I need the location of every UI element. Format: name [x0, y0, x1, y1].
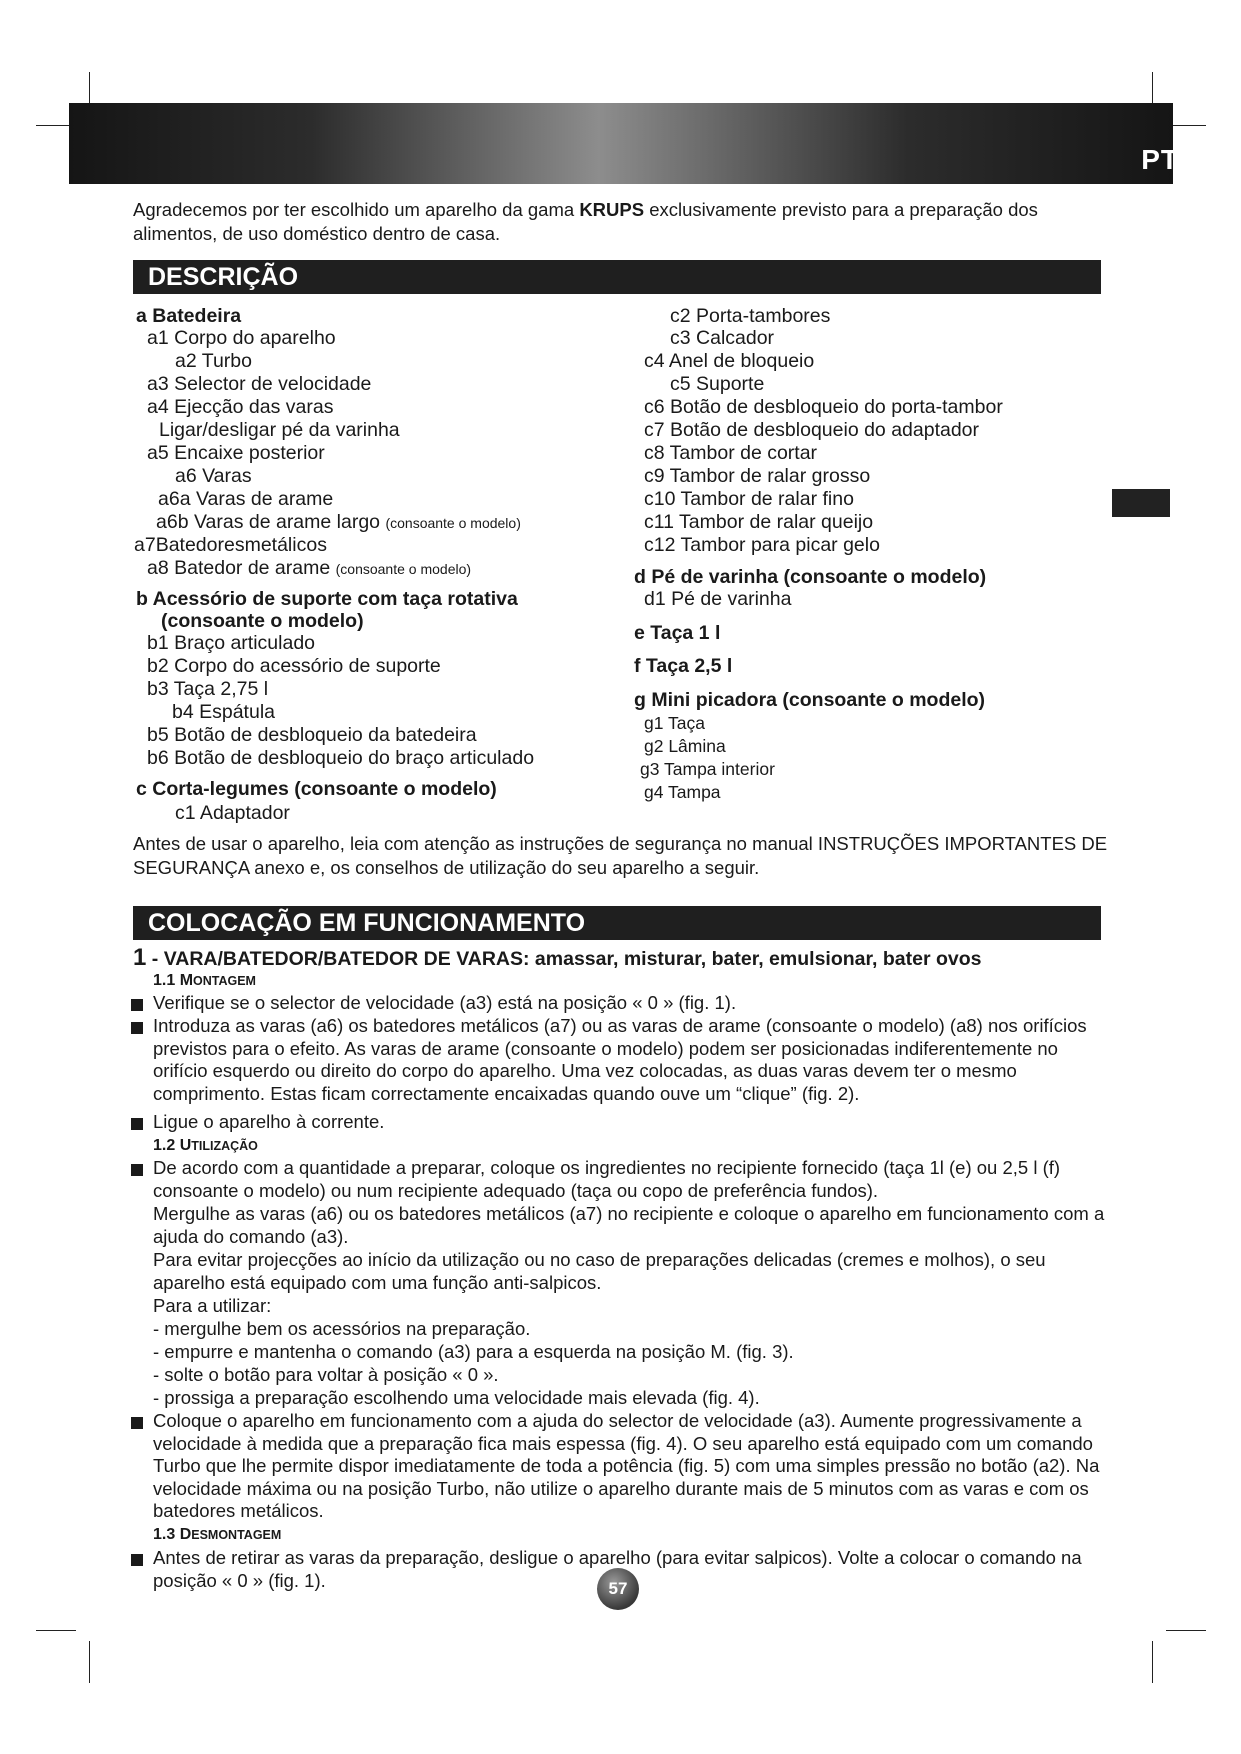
item-note: (consoante o modelo)	[385, 515, 521, 531]
list-item: g4 Tampa	[644, 782, 721, 802]
section-title-colocacao: COLOCAÇÃO EM FUNCIONAMENTO	[133, 906, 1101, 940]
paragraph: - empurre e mantenha o comando (a3) para a esquerda na posição M. (fig. 3).	[153, 1341, 794, 1362]
list-item: c1 Adaptador	[175, 802, 290, 824]
list-item: b5 Botão de desbloqueio da batedeira	[147, 724, 477, 746]
bullet-icon	[131, 1554, 143, 1566]
bullet-icon	[131, 1164, 143, 1176]
paragraph: Para evitar projecções ao início da utilização ou no caso de preparações delicadas (cremes e molhos), o seu aparelho está equipado com uma função anti-salpicos.	[153, 1249, 1046, 1293]
group-b-title-cont: (consoante o modelo)	[161, 610, 364, 632]
paragraph: Ligue o aparelho à corrente.	[153, 1111, 385, 1132]
group-a-title: a Batedeira	[136, 305, 242, 327]
header-bar	[69, 103, 1173, 184]
subheading-text: TILIZAÇÃO	[191, 1139, 258, 1153]
group-e-title: e Taça 1 l	[634, 622, 721, 644]
section-title-descricao: DESCRIÇÃO	[133, 260, 1101, 294]
list-item: b1 Braço articulado	[147, 632, 316, 654]
subheading-number: 1.1 M	[153, 972, 194, 989]
list-item: c9 Tambor de ralar grosso	[644, 465, 871, 487]
list-item: c2 Porta-tambores	[670, 305, 831, 327]
paragraph: - solte o botão para voltar à posição « 0 ».	[153, 1364, 499, 1385]
paragraph: Verifique se o selector de velocidade (a3) está na posição « 0 » (fig. 1).	[153, 992, 737, 1013]
list-item: g3 Tampa interior	[640, 759, 775, 779]
subheading-text: ONTAGEM	[193, 974, 256, 988]
subheading-text: ESMONTAGEM	[191, 1528, 282, 1542]
subheading-desmontagem	[153, 1526, 281, 1544]
list-item: c4 Anel de bloqueio	[644, 350, 815, 372]
list-item: b4 Espátula	[172, 701, 275, 723]
item-text: a6b Varas de arame largo	[156, 511, 381, 533]
paragraph: - mergulhe bem os acessórios na preparação.	[153, 1318, 531, 1339]
list-item: a2 Turbo	[175, 350, 252, 372]
paragraph: Coloque o aparelho em funcionamento com a ajuda do selector de velocidade (a3). Aumente progressivamente a velocidade à medida que a preparação fica mais espessa (fig. 4). O seu aparelho está equipado com um comando Turbo que lhe permite dispor imediatamente de toda a potência (fig. 5) com uma simples pressão no botão (a2). Na velocidade máxima ou na posição Turbo, não utilize o aparelho durante mais de 5 minutos com as varas e com os batedores metálicos.	[153, 1410, 1100, 1521]
intro-text-end: exclusivamente previsto para a preparação dos alimentos, de uso doméstico dentro de casa.	[133, 199, 1038, 244]
list-item: c11 Tambor de ralar queijo	[644, 511, 874, 533]
list-item: g1 Taça	[644, 713, 705, 733]
crop-mark	[1166, 1630, 1206, 1631]
list-item: c5 Suporte	[670, 373, 765, 395]
bullet-icon	[131, 1022, 143, 1034]
list-item: c3 Calcador	[670, 327, 775, 349]
list-item: a6a Varas de arame	[158, 488, 334, 510]
list-item: Ligar/desligar pé da varinha	[159, 419, 400, 441]
list-item: a1 Corpo do aparelho	[147, 327, 336, 349]
item-text: a8 Batedor de arame	[147, 557, 331, 579]
group-f-title: f Taça 2,5 l	[634, 655, 733, 677]
subheading-utilizacao	[153, 1137, 258, 1155]
list-item: c10 Tambor de ralar fino	[644, 488, 854, 510]
step-number: 1	[133, 944, 147, 971]
list-item	[156, 511, 521, 534]
list-item: a3 Selector de velocidade	[147, 373, 372, 395]
group-b-title: b Acessório de suporte com taça rotativa	[136, 588, 518, 610]
paragraph: De acordo com a quantidade a preparar, coloque os ingredientes no recipiente fornecido (taça 1l (e) ou 2,5 l (f) consoante o modelo) ou num recipiente adequado (taça ou copo de preferência fundos).	[153, 1157, 1061, 1201]
group-g-title: g Mini picadora (consoante o modelo)	[634, 689, 986, 711]
list-item	[147, 557, 471, 580]
subheading-number: 1.3 D	[153, 1526, 192, 1543]
crop-mark	[36, 1630, 76, 1631]
list-item: c8 Tambor de cortar	[644, 442, 818, 464]
list-item: c12 Tambor para picar gelo	[644, 534, 880, 556]
language-label: PT	[1141, 144, 1179, 175]
bullet-icon	[131, 1118, 143, 1130]
list-item: a7Batedoresmetálicos	[134, 534, 327, 556]
intro-paragraph	[133, 198, 1108, 246]
item-note: (consoante o modelo)	[335, 561, 472, 577]
subheading-montagem	[153, 972, 256, 990]
list-item: b3 Taça 2,75 l	[147, 678, 269, 700]
list-item: g2 Lâmina	[644, 736, 726, 756]
subheading-number: 1.2 U	[153, 1137, 192, 1154]
bullet-icon	[131, 999, 143, 1011]
paragraph: Introduza as varas (a6) os batedores metálicos (a7) ou as varas de arame (consoante o modelo) (a8) nos orifícios previstos para o efeito. As varas de arame (consoante o modelo) podem ser posicionadas indiferentemente no orifício esquerdo ou direito do corpo do aparelho. Uma vez colocadas, as duas varas devem ter o mesmo comprimento. Estas ficam correctamente encaixadas quando ouve um “clique” (fig. 2).	[153, 1015, 1087, 1104]
list-item: b6 Botão de desbloqueio do braço articulado	[147, 747, 535, 769]
list-item: c6 Botão de desbloqueio do porta-tambor	[644, 396, 1003, 418]
brand-name: KRUPS	[579, 199, 645, 220]
step-title: - VARA/BATEDOR/BATEDOR DE VARAS: amassar, misturar, bater, emulsionar, bater ovos	[146, 948, 982, 970]
crop-mark	[89, 1641, 90, 1683]
bullet-icon	[131, 1417, 143, 1429]
crop-mark	[1152, 1641, 1153, 1683]
list-item: a6 Varas	[175, 465, 252, 487]
paragraph: - prossiga a preparação escolhendo uma velocidade mais elevada (fig. 4).	[153, 1387, 760, 1408]
safety-note: Antes de usar o aparelho, leia com atenção as instruções de segurança no manual INSTRUÇÕES IMPORTANTES DE SEGURANÇA anexo e, os conselhos de utilização do seu aparelho a seguir.	[133, 833, 1108, 878]
list-item: d1 Pé de varinha	[644, 588, 792, 610]
step-heading	[133, 944, 981, 972]
list-item: b2 Corpo do acessório de suporte	[147, 655, 441, 677]
paragraph: Mergulhe as varas (a6) ou os batedores metálicos (a7) no recipiente e coloque o aparelho em funcionamento com a ajuda do comando (a3).	[153, 1203, 1105, 1247]
section-tab-marker	[1112, 489, 1170, 517]
group-c-title: c Corta-legumes (consoante o modelo)	[136, 778, 497, 800]
paragraph: Para a utilizar:	[153, 1295, 272, 1316]
list-item: c7 Botão de desbloqueio do adaptador	[644, 419, 980, 441]
list-item: a4 Ejecção das varas	[147, 396, 334, 418]
paragraph: Antes de retirar as varas da preparação, desligue o aparelho (para evitar salpicos). Volte a colocar o comando na posição « 0 » (fig. 1).	[153, 1547, 1082, 1591]
intro-text: Agradecemos por ter escolhido um aparelho da gama	[133, 199, 580, 220]
page-number: 57	[597, 1568, 639, 1610]
group-d-title: d Pé de varinha (consoante o modelo)	[634, 566, 987, 588]
list-item: a5 Encaixe posterior	[147, 442, 325, 464]
